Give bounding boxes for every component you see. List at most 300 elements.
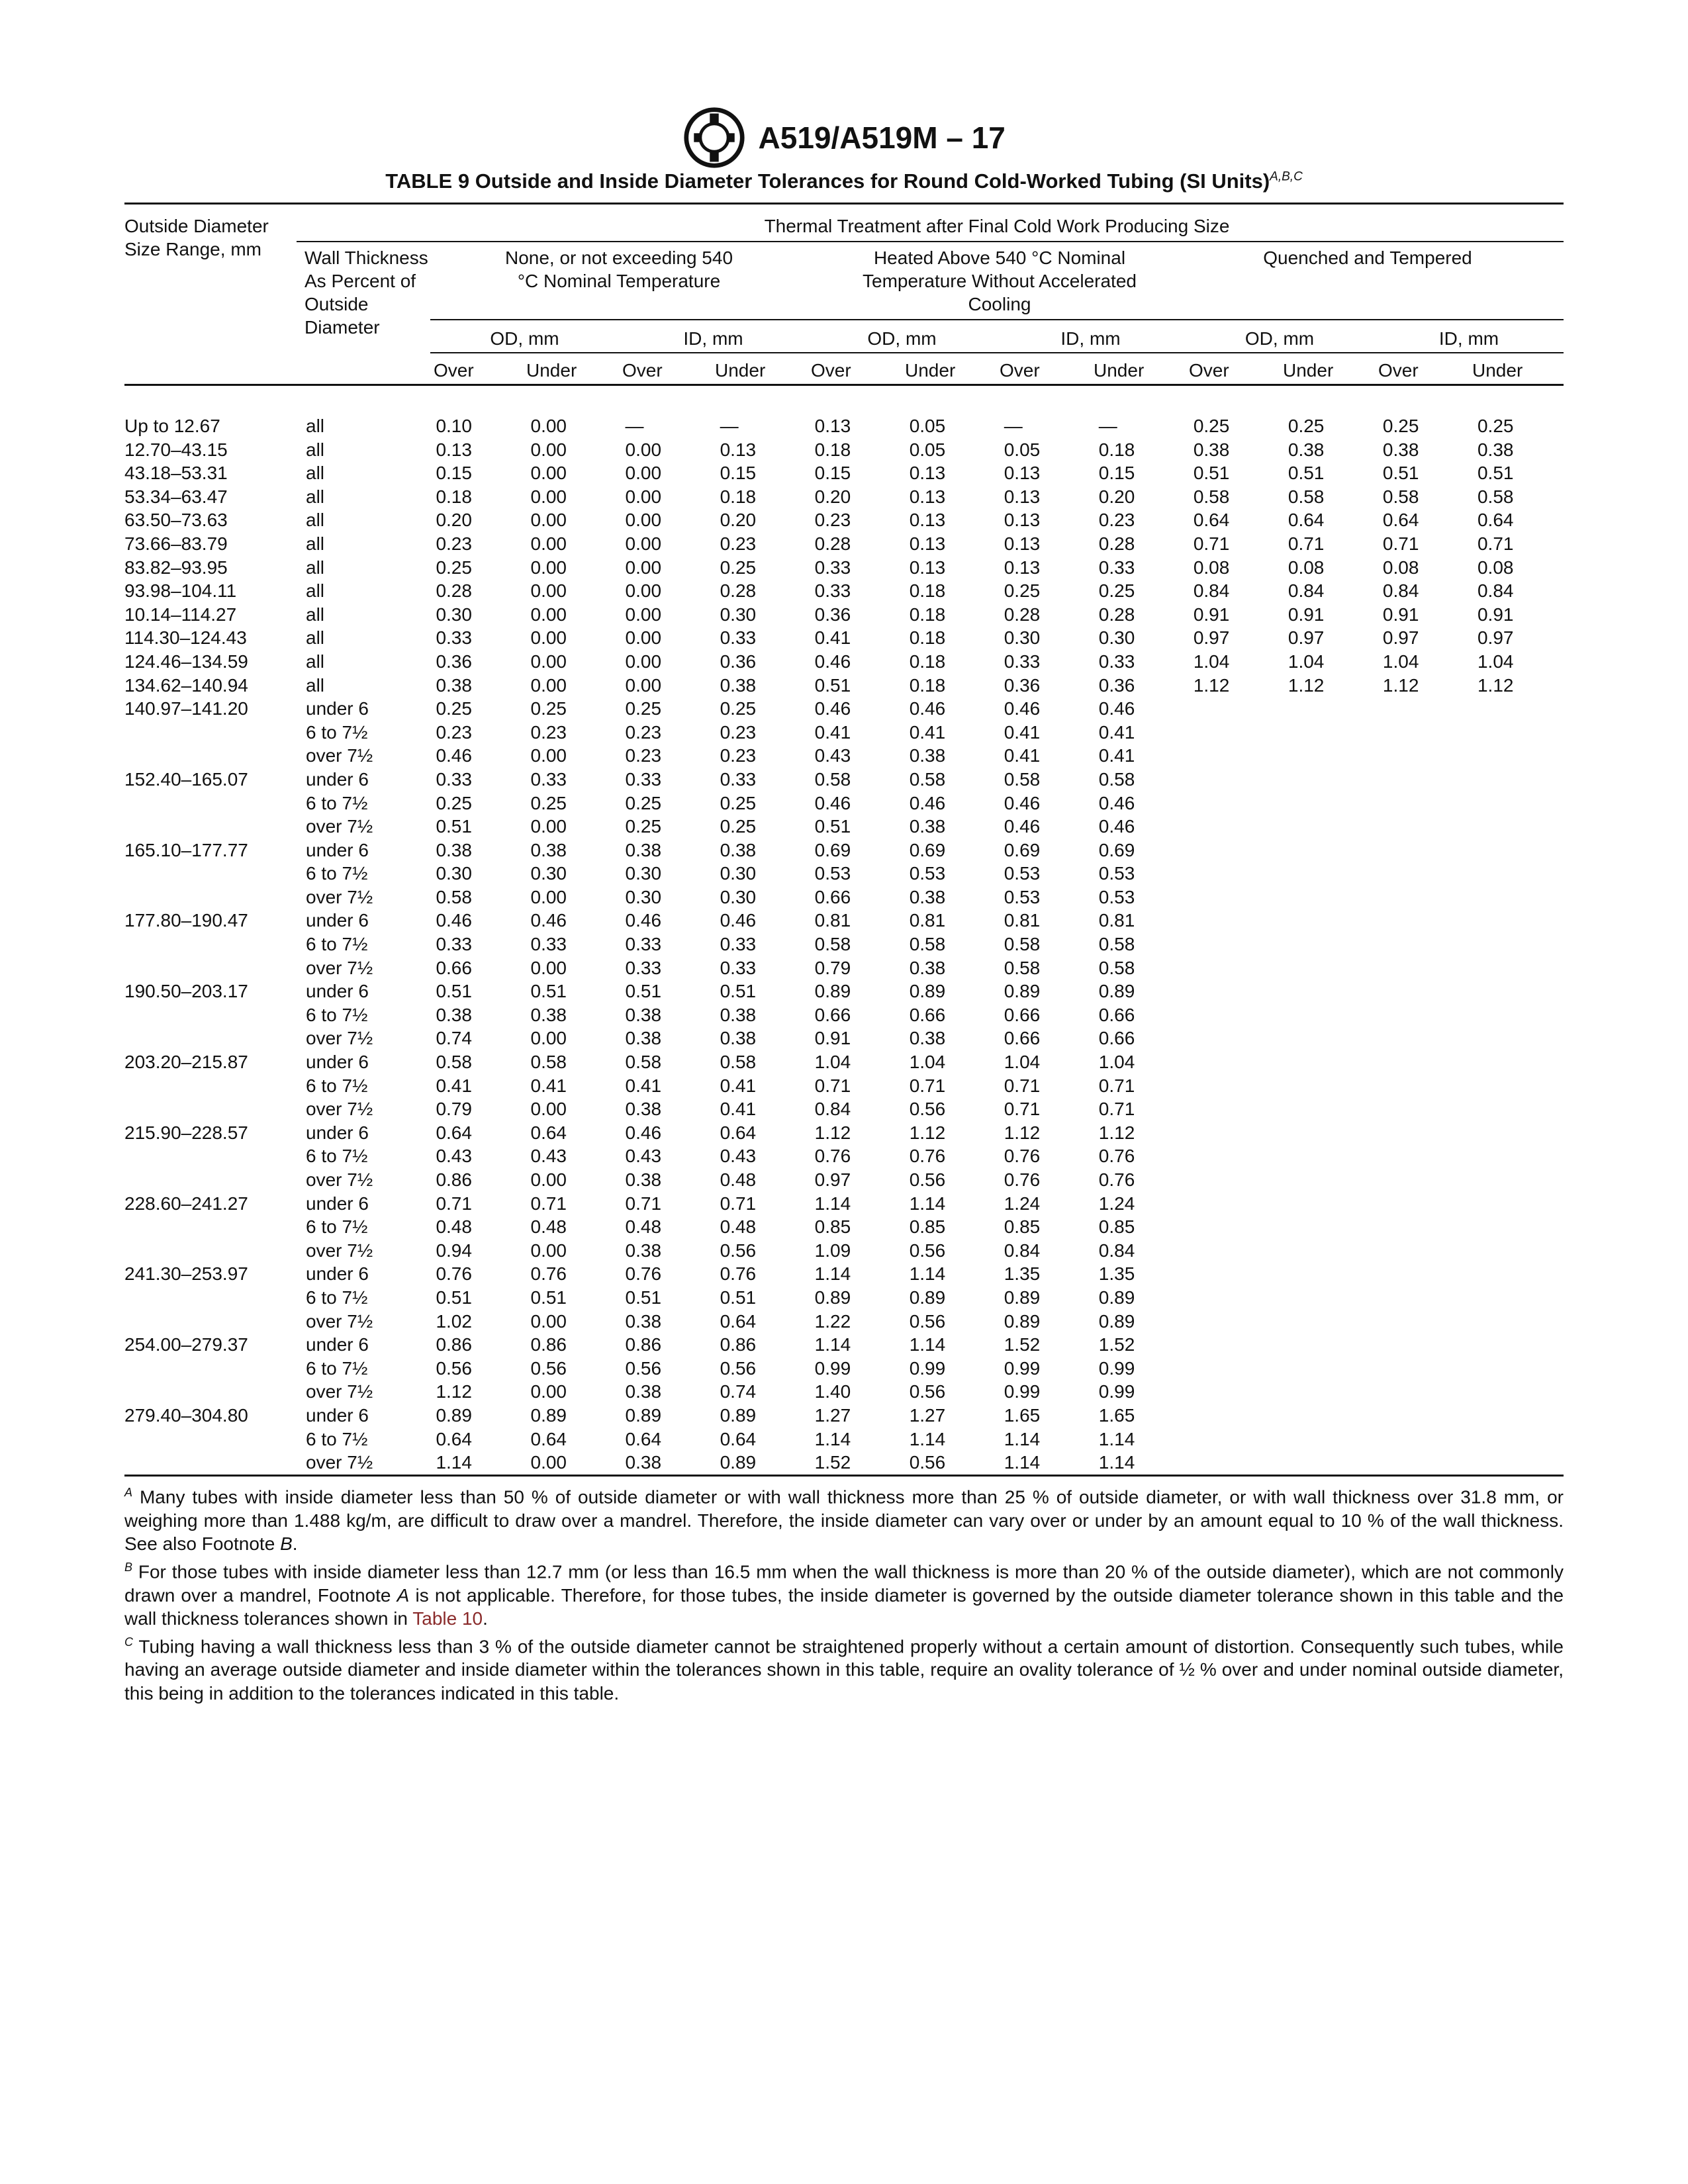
table-row — [124, 815, 1564, 839]
cell-value: 0.41 — [1004, 745, 1041, 766]
cell-value: 0.30 — [720, 886, 757, 907]
cell-value: 0.33 — [720, 934, 757, 955]
cell-value: 0.23 — [625, 721, 662, 743]
cell-value: 0.51 — [1288, 463, 1325, 484]
cell-value: 0.05 — [909, 439, 946, 460]
cell-value: 1.04 — [1382, 651, 1419, 672]
cell-value: 0.38 — [625, 1452, 662, 1473]
cell-value: 0.56 — [909, 1381, 946, 1402]
cell-value: 0.00 — [530, 510, 567, 531]
cell-value: 0.46 — [1004, 816, 1041, 837]
cell-value: 0.36 — [436, 651, 472, 672]
cell-value: 0.99 — [1098, 1381, 1135, 1402]
table-row — [124, 1333, 1564, 1357]
cell-value: 0.46 — [720, 910, 757, 931]
header-over: Over — [1000, 360, 1040, 381]
cell-value: 1.65 — [1004, 1404, 1041, 1426]
cell-value: 0.13 — [720, 439, 757, 460]
cell-od-range — [124, 1310, 306, 1334]
table-row — [124, 886, 1564, 909]
cell-value: 0.41 — [720, 1075, 757, 1096]
cell-value: 0.51 — [814, 674, 851, 696]
cell-value — [1288, 1380, 1383, 1404]
cell-od-range — [124, 862, 306, 886]
cell-od-range — [124, 1144, 306, 1168]
cell-value: 0.20 — [720, 510, 757, 531]
footnote-c — [124, 1631, 1564, 1706]
cell-value: 0.38 — [720, 1004, 757, 1025]
cell-value: — — [625, 416, 644, 436]
cell-value — [1383, 1286, 1477, 1310]
cell-od-range: 12.70–43.15 — [124, 439, 228, 460]
cell-value: 0.81 — [1004, 910, 1041, 931]
cell-value: — — [1004, 416, 1023, 436]
cell-value: 0.25 — [720, 698, 757, 719]
cell-value: 0.46 — [909, 792, 946, 813]
cell-value: 0.91 — [1477, 604, 1514, 625]
cell-value: 0.08 — [1382, 557, 1419, 578]
cell-value — [1194, 1262, 1288, 1286]
cell-value: 1.12 — [1477, 674, 1514, 696]
cell-value: 0.00 — [625, 627, 662, 649]
cell-value: 0.56 — [625, 1357, 662, 1379]
cell-value: 0.18 — [909, 627, 946, 649]
cell-value: 0.66 — [1098, 1028, 1135, 1049]
cell-value: 0.71 — [1004, 1075, 1041, 1096]
cell-od-range: 254.00–279.37 — [124, 1334, 248, 1355]
cell-value: 0.81 — [814, 910, 851, 931]
cell-value — [1477, 1192, 1564, 1216]
cell-value: 0.00 — [625, 580, 662, 602]
cell-value — [1194, 1168, 1288, 1192]
cell-value: 0.25 — [1004, 580, 1041, 602]
cell-value: 1.27 — [814, 1404, 851, 1426]
cell-od-range: 124.46–134.59 — [124, 651, 248, 672]
cell-value: 0.64 — [1193, 510, 1230, 531]
cell-value: 0.51 — [530, 981, 567, 1002]
cell-wall: 6 to 7½ — [306, 1287, 368, 1308]
cell-value — [1288, 956, 1383, 980]
header-under: Under — [1472, 360, 1523, 381]
cell-value: 0.33 — [625, 934, 662, 955]
header-over: Over — [434, 360, 474, 381]
footnote-ref: B — [280, 1533, 293, 1555]
cell-value: 0.15 — [720, 463, 757, 484]
cell-value: 0.00 — [530, 1099, 567, 1120]
cell-wall: all — [306, 651, 325, 672]
cell-value — [1383, 1310, 1477, 1334]
cell-wall: under 6 — [306, 1404, 369, 1426]
cell-value — [1383, 1192, 1477, 1216]
footnote-mark: A — [124, 1486, 133, 1499]
cell-value: 0.05 — [1004, 439, 1041, 460]
cell-od-range — [124, 933, 306, 956]
cell-value: 0.25 — [720, 792, 757, 813]
cell-value: 0.51 — [814, 816, 851, 837]
cell-value — [1477, 1050, 1564, 1074]
cell-value: 0.13 — [909, 510, 946, 531]
cell-value — [1477, 1215, 1564, 1239]
cell-value: 0.38 — [625, 1381, 662, 1402]
cell-value: 0.15 — [436, 463, 472, 484]
cell-value: 1.04 — [1477, 651, 1514, 672]
cell-value — [1477, 1026, 1564, 1050]
cell-od-range: 190.50–203.17 — [124, 981, 248, 1002]
cell-value: 0.38 — [436, 1004, 472, 1025]
cell-wall: over 7½ — [306, 1452, 373, 1473]
cell-value: 0.33 — [436, 768, 472, 790]
table-row — [124, 1428, 1564, 1451]
cell-value — [1194, 768, 1288, 792]
cell-value: 0.89 — [1004, 1310, 1041, 1332]
cell-value: 0.33 — [1098, 557, 1135, 578]
cell-value — [1383, 1144, 1477, 1168]
cell-value — [1477, 1074, 1564, 1098]
cell-od-range: 203.20–215.87 — [124, 1052, 248, 1073]
cell-value — [1383, 744, 1477, 768]
standard-designation: A519/A519M – 17 — [758, 120, 1006, 155]
cell-value: 0.00 — [530, 745, 567, 766]
header-od-quenched: OD, mm — [1244, 328, 1315, 349]
header-under: Under — [1283, 360, 1334, 381]
cell-value: 0.13 — [909, 533, 946, 554]
cell-value: 0.28 — [1098, 533, 1135, 554]
cell-value: 0.58 — [814, 934, 851, 955]
cell-value: 0.46 — [814, 792, 851, 813]
table-row — [124, 556, 1564, 580]
cell-value: 0.25 — [720, 557, 757, 578]
cell-value: 1.04 — [1288, 651, 1325, 672]
cell-value — [1477, 956, 1564, 980]
cell-value — [1194, 933, 1288, 956]
cell-value — [1477, 1310, 1564, 1334]
cell-value: 0.76 — [1004, 1169, 1041, 1190]
cell-value: 0.58 — [436, 886, 472, 907]
header-under: Under — [715, 360, 766, 381]
cell-value: 0.56 — [720, 1240, 757, 1261]
cell-value: 0.38 — [625, 1004, 662, 1025]
footnote-end: . — [483, 1608, 488, 1629]
cell-value: 0.08 — [1288, 557, 1325, 578]
cell-od-range — [124, 1097, 306, 1121]
header-thermal: Thermal Treatment after Final Cold Work Producing Size — [764, 216, 1230, 236]
cell-value — [1194, 697, 1288, 721]
cell-value: 0.86 — [625, 1334, 662, 1355]
cell-value: 0.46 — [1004, 792, 1041, 813]
cell-value: 0.71 — [720, 1193, 757, 1214]
cell-value: 0.76 — [436, 1263, 472, 1285]
cell-value: 0.23 — [720, 745, 757, 766]
cell-value: 0.08 — [1193, 557, 1230, 578]
cell-value: 0.18 — [436, 486, 472, 507]
cell-value — [1477, 862, 1564, 886]
cell-od-range — [124, 815, 306, 839]
cell-value — [1194, 886, 1288, 909]
cell-value: 0.89 — [720, 1452, 757, 1473]
cell-value — [1383, 909, 1477, 933]
cell-value: 0.00 — [530, 1028, 567, 1049]
cell-value: 0.64 — [1477, 510, 1514, 531]
cell-value: 0.08 — [1477, 557, 1514, 578]
cell-value: 0.41 — [720, 1099, 757, 1120]
cell-value: 0.43 — [814, 745, 851, 766]
cell-value: 1.12 — [1098, 1122, 1135, 1143]
cell-wall: 6 to 7½ — [306, 1004, 368, 1025]
cell-value — [1288, 1003, 1383, 1027]
cell-value: 0.38 — [530, 839, 567, 860]
cell-value — [1288, 1192, 1383, 1216]
cell-value: 0.89 — [1098, 1310, 1135, 1332]
cell-value: 0.64 — [1382, 510, 1419, 531]
cell-value: 0.89 — [1004, 1287, 1041, 1308]
cell-value: 0.58 — [1004, 768, 1041, 790]
cell-od-range — [124, 1428, 306, 1451]
cell-wall: 6 to 7½ — [306, 934, 368, 955]
cell-value: 0.30 — [720, 863, 757, 884]
cell-value — [1194, 1451, 1288, 1475]
cell-value: 0.33 — [814, 580, 851, 602]
cell-value: 1.14 — [1004, 1428, 1041, 1449]
cell-value — [1383, 721, 1477, 745]
cell-value: 0.71 — [1098, 1099, 1135, 1120]
cell-od-range — [124, 721, 306, 745]
header-id-none: ID, mm — [683, 328, 743, 349]
cell-wall: under 6 — [306, 1122, 369, 1143]
cell-value: 0.79 — [814, 957, 851, 978]
header-under: Under — [905, 360, 956, 381]
cell-value: 0.36 — [1004, 674, 1041, 696]
cell-value: 1.14 — [1098, 1428, 1135, 1449]
cell-value — [1194, 792, 1288, 815]
cell-value: 0.38 — [909, 886, 946, 907]
cell-value: 0.23 — [436, 533, 472, 554]
cell-value: 0.76 — [625, 1263, 662, 1285]
cell-value: 0.71 — [909, 1075, 946, 1096]
cell-value: 1.14 — [814, 1263, 851, 1285]
cell-value: 0.36 — [814, 604, 851, 625]
table-row — [124, 626, 1564, 650]
cell-value — [1383, 1404, 1477, 1428]
cell-value: 0.38 — [436, 674, 472, 696]
cell-value: 0.74 — [436, 1028, 472, 1049]
cell-value — [1477, 886, 1564, 909]
cell-value — [1477, 1404, 1564, 1428]
cell-value — [1477, 1428, 1564, 1451]
cell-value: 0.46 — [1098, 698, 1135, 719]
cell-value: 0.66 — [436, 957, 472, 978]
cell-value: 1.14 — [1004, 1452, 1041, 1473]
table-row — [124, 862, 1564, 886]
cell-value — [1477, 909, 1564, 933]
cell-value — [1288, 1074, 1383, 1098]
cell-wall: 6 to 7½ — [306, 863, 368, 884]
cell-od-range — [124, 1003, 306, 1027]
cell-value: 0.18 — [1098, 439, 1135, 460]
cell-value: 0.86 — [436, 1169, 472, 1190]
cell-value: 0.25 — [625, 816, 662, 837]
cell-value: 0.48 — [625, 1216, 662, 1238]
cell-value: 0.38 — [1382, 439, 1419, 460]
cell-od-range — [124, 744, 306, 768]
header-id-quenched: ID, mm — [1438, 328, 1499, 349]
cell-value: 0.51 — [436, 1287, 472, 1308]
cell-value: 0.20 — [814, 486, 851, 507]
cell-value: 0.38 — [909, 957, 946, 978]
header-wall-thickness: Wall Thickness As Percent of Outside Diameter — [305, 248, 428, 338]
table-10-link[interactable]: Table 10 — [412, 1608, 483, 1629]
cell-value: 1.14 — [909, 1428, 946, 1449]
cell-value: 0.25 — [1382, 416, 1419, 436]
cell-value — [1288, 1310, 1383, 1334]
cell-value: 0.46 — [436, 910, 472, 931]
cell-value: 0.56 — [909, 1310, 946, 1332]
cell-value: 0.05 — [909, 416, 946, 436]
cell-value: 0.89 — [909, 1287, 946, 1308]
cell-value: 0.41 — [436, 1075, 472, 1096]
cell-wall: over 7½ — [306, 1028, 373, 1049]
cell-value — [1288, 839, 1383, 862]
cell-value: 0.76 — [720, 1263, 757, 1285]
cell-value: 0.38 — [1288, 439, 1325, 460]
cell-value: 0.58 — [1098, 768, 1135, 790]
cell-value: 0.84 — [1382, 580, 1419, 602]
cell-value: 0.41 — [530, 1075, 567, 1096]
header-bottom-rule — [124, 384, 1564, 386]
cell-value: 0.64 — [625, 1428, 662, 1449]
cell-value: 0.86 — [530, 1334, 567, 1355]
cell-od-range: 140.97–141.20 — [124, 698, 248, 719]
cell-value: 0.66 — [1004, 1004, 1041, 1025]
cell-value: 0.74 — [720, 1381, 757, 1402]
title-footnote-marks: A,B,C — [1270, 169, 1303, 184]
cell-value: 0.23 — [625, 745, 662, 766]
table-row — [124, 532, 1564, 556]
cell-value: 0.25 — [530, 698, 567, 719]
cell-wall: 6 to 7½ — [306, 1357, 368, 1379]
table-row — [124, 603, 1564, 627]
cell-value: 0.38 — [720, 674, 757, 696]
cell-value — [1383, 839, 1477, 862]
footnotes — [124, 1481, 1564, 1705]
table-row — [124, 956, 1564, 980]
cell-value: 0.30 — [1098, 627, 1135, 649]
cell-value: 0.23 — [814, 510, 851, 531]
table-row — [124, 461, 1564, 485]
cell-value: 0.81 — [1098, 910, 1135, 931]
cell-value: 0.38 — [625, 1240, 662, 1261]
cell-value: 0.28 — [720, 580, 757, 602]
cell-value: 0.00 — [625, 651, 662, 672]
cell-value — [1194, 1192, 1288, 1216]
table-row — [124, 1239, 1564, 1263]
cell-wall: under 6 — [306, 698, 369, 719]
cell-value — [1477, 933, 1564, 956]
cell-value: 0.97 — [1382, 627, 1419, 649]
cell-value: 0.38 — [530, 1004, 567, 1025]
cell-od-range — [124, 1215, 306, 1239]
cell-value: 0.69 — [909, 839, 946, 860]
cell-value: 0.25 — [1098, 580, 1135, 602]
cell-value — [1477, 1333, 1564, 1357]
cell-value: 0.00 — [530, 1452, 567, 1473]
cell-value: 0.13 — [1004, 486, 1041, 507]
cell-od-range: 177.80–190.47 — [124, 910, 248, 931]
cell-value — [1194, 862, 1288, 886]
cell-wall: under 6 — [306, 1263, 369, 1285]
cell-value: 0.66 — [814, 886, 851, 907]
cell-value — [1477, 768, 1564, 792]
cell-value: 0.20 — [1098, 486, 1135, 507]
cell-value: 0.00 — [530, 651, 567, 672]
cell-value: 0.69 — [1004, 839, 1041, 860]
cell-value — [1383, 1262, 1477, 1286]
cell-value: 0.15 — [1098, 463, 1135, 484]
table-row — [124, 674, 1564, 698]
cell-value: 0.91 — [1193, 604, 1230, 625]
header-over: Over — [1378, 360, 1419, 381]
cell-value: 0.38 — [909, 816, 946, 837]
cell-value: 0.46 — [1098, 792, 1135, 813]
cell-value: 1.14 — [909, 1193, 946, 1214]
cell-od-range: 134.62–140.94 — [124, 674, 248, 696]
cell-value: 0.18 — [720, 486, 757, 507]
table-bottom-rule — [124, 1475, 1564, 1477]
table-row — [124, 744, 1564, 768]
page-header — [0, 106, 1688, 172]
table-row — [124, 792, 1564, 815]
cell-value: 0.18 — [909, 674, 946, 696]
table-title — [124, 169, 1564, 193]
cell-wall: all — [306, 580, 325, 602]
cell-value: 0.69 — [814, 839, 851, 860]
cell-value — [1288, 697, 1383, 721]
cell-value: 0.41 — [1098, 721, 1135, 743]
table-row — [124, 1262, 1564, 1286]
cell-value — [1383, 1215, 1477, 1239]
cell-value: 0.41 — [814, 721, 851, 743]
cell-value: 0.41 — [1004, 721, 1041, 743]
cell-value: 0.71 — [1477, 533, 1514, 554]
cell-value — [1477, 1357, 1564, 1381]
cell-value: 0.53 — [1004, 863, 1041, 884]
cell-od-range: 241.30–253.97 — [124, 1263, 248, 1285]
cell-value: 0.85 — [1004, 1216, 1041, 1238]
cell-value: 0.89 — [1098, 1287, 1135, 1308]
cell-od-range: 215.90–228.57 — [124, 1122, 248, 1143]
cell-value: 0.81 — [909, 910, 946, 931]
cell-value: 0.25 — [436, 698, 472, 719]
cell-value: 0.25 — [720, 816, 757, 837]
table-row — [124, 1050, 1564, 1074]
cell-value: 0.38 — [909, 745, 946, 766]
cell-value: 0.13 — [1004, 510, 1041, 531]
cell-value: 0.66 — [1004, 1028, 1041, 1049]
cell-value: 0.13 — [909, 557, 946, 578]
cell-value: 0.58 — [1288, 486, 1325, 507]
cell-value: 0.00 — [530, 580, 567, 602]
cell-value: 0.84 — [1004, 1240, 1041, 1261]
cell-od-range: 279.40–304.80 — [124, 1404, 248, 1426]
top-rule — [124, 203, 1564, 205]
cell-value: 1.14 — [814, 1428, 851, 1449]
cell-value: 1.52 — [814, 1452, 851, 1473]
cell-value — [1477, 721, 1564, 745]
table-row — [124, 721, 1564, 745]
cell-value: 0.13 — [909, 463, 946, 484]
cell-value: 0.23 — [720, 533, 757, 554]
cell-value: 0.25 — [625, 792, 662, 813]
cell-value — [1288, 933, 1383, 956]
